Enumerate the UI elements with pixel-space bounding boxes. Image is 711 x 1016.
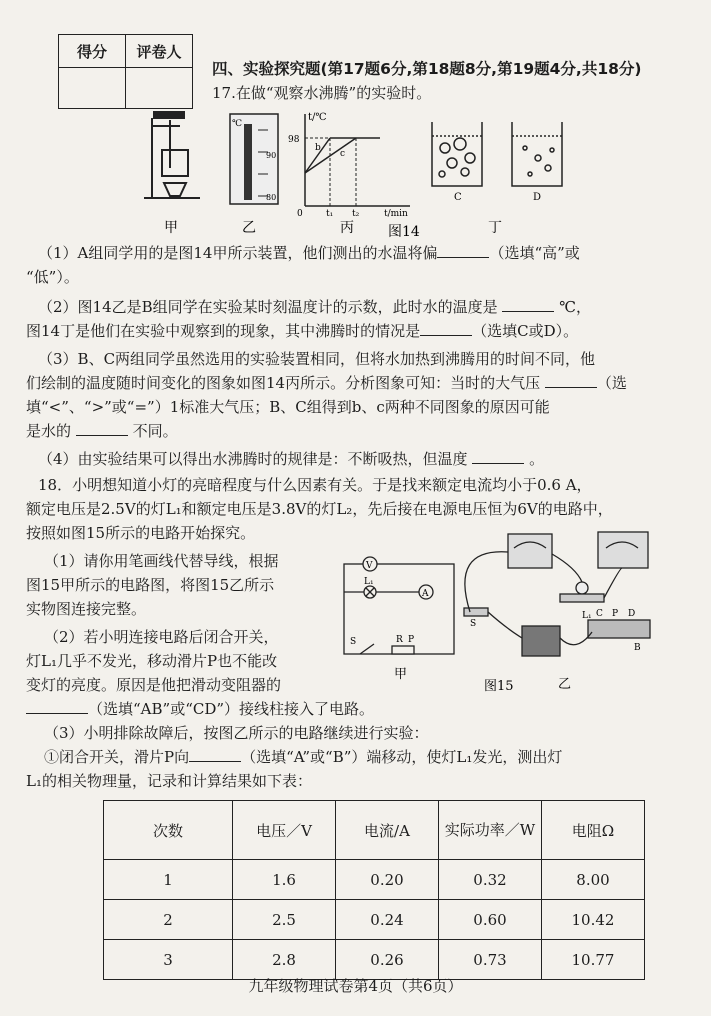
caption-bing: 丙 <box>340 220 354 236</box>
terminal-p: P <box>612 609 619 619</box>
table-row <box>104 860 645 900</box>
q18-sub3: （3）小明排除故障后，按图乙所示的电路继续进行实验： <box>44 724 429 742</box>
caption-fig15: 图15 <box>484 679 514 694</box>
cell: 10.77 <box>542 940 645 980</box>
figure-15 <box>330 528 670 698</box>
table-header-row <box>104 801 645 860</box>
q18-sub2-b: 灯L₁几乎不发光，移动滑片P也不能改 <box>26 652 278 670</box>
answer-blank-6[interactable] <box>472 449 524 464</box>
grader-cell[interactable] <box>126 68 193 109</box>
answer-blank-4[interactable] <box>545 373 597 388</box>
cell: 0.26 <box>336 940 439 980</box>
table-row <box>104 940 645 980</box>
score-cell[interactable] <box>59 68 126 109</box>
cell: 0.73 <box>439 940 542 980</box>
slider-p-label: P <box>408 635 415 645</box>
lamp-l1-physical: L₁ <box>582 611 592 621</box>
answer-blank-3[interactable] <box>420 321 472 336</box>
score-box <box>58 34 193 109</box>
q18-sub1-a: （1）请你用笔画线代替导线，根据 <box>44 552 279 570</box>
terminal-c: C <box>596 609 603 619</box>
q17-part2-cont: 图14丁是他们在实验中观察到的现象，其中沸腾时的情况是 （选填C或D）。 <box>26 322 579 340</box>
q17-part3: （3）B、C两组同学虽然选用的实验装置相同，但将水加热到沸腾用的时间不同，他 <box>38 350 596 368</box>
q17-intro: 17.在做“观察水沸腾”的实验时。 <box>212 84 432 102</box>
thermo-unit: ℃ <box>232 119 243 129</box>
header-voltage: 电压／V <box>233 801 336 860</box>
apparatus-jia <box>144 112 200 198</box>
figure-14 <box>140 108 580 238</box>
cell: 0.60 <box>439 900 542 940</box>
section-title: 四、实验探究题(第17题6分,第18题8分,第19题4分,共18分) <box>212 60 642 78</box>
graph-bing <box>305 114 410 206</box>
caption-fig14: 图14 <box>388 224 420 238</box>
graph-t2: t₂ <box>352 209 360 219</box>
q17-part2: （2）图14乙是B组同学在实验某时刻温度计的示数，此时水的温度是 ℃， <box>38 298 592 316</box>
q18-sub1-c: 实物图连接完整。 <box>26 600 147 618</box>
q18-sub3-step1: ①闭合开关，滑片P向 （选填“A”或“B”）端移动，使灯L₁发光，测出灯 <box>44 748 563 766</box>
caption-ding: 丁 <box>488 220 502 236</box>
rheostat-r-label: R <box>396 635 403 645</box>
cell: 2.8 <box>233 940 336 980</box>
graph-line-b: b <box>315 143 321 153</box>
beakers-ding <box>432 122 562 186</box>
q18-sub3-step1-cont: L₁的相关物理量，记录和计算结果如下表： <box>26 772 312 790</box>
answer-blank-2[interactable] <box>502 297 554 312</box>
q17-part1-cont: “低”）。 <box>26 268 79 286</box>
switch-s-physical: S <box>470 619 477 629</box>
answer-blank-1[interactable] <box>437 243 489 258</box>
header-trial: 次数 <box>104 801 233 860</box>
q18-line1: 18．小明想知道小灯的亮暗程度与什么因素有关。于是找来额定电流均小于0.6 A， <box>38 476 592 494</box>
beaker-d-label: D <box>533 192 542 203</box>
graph-tick-98: 98 <box>288 135 300 145</box>
cell: 0.20 <box>336 860 439 900</box>
q18-sub1-b: 图15甲所示的电路图，将图15乙所示 <box>26 576 275 594</box>
cell: 8.00 <box>542 860 645 900</box>
q18-sub2-a: （2）若小明连接电路后闭合开关， <box>44 628 279 646</box>
cell: 10.42 <box>542 900 645 940</box>
cell: 0.24 <box>336 900 439 940</box>
terminal-b: B <box>634 643 641 653</box>
page-footer: 九年级物理试卷第4页（共6页） <box>248 977 463 995</box>
q18-line2: 额定电压是2.5V的灯L₁和额定电压是3.8V的灯L₂，先后接在电源电压恒为6V的电路中， <box>26 500 613 518</box>
caption-yi: 乙 <box>242 220 256 236</box>
terminal-d: D <box>628 609 636 619</box>
cell: 1 <box>104 860 233 900</box>
meter-a-label: A <box>422 589 429 599</box>
thermo-tick-80: 80 <box>266 193 277 202</box>
answer-blank-8[interactable] <box>189 747 241 762</box>
cell: 1.6 <box>233 860 336 900</box>
caption-yi-15: 乙 <box>558 677 572 692</box>
table-row <box>104 900 645 940</box>
q17-part3-line4: 是水的 不同。 <box>26 422 178 440</box>
beaker-c-label: C <box>454 192 462 203</box>
cell: 3 <box>104 940 233 980</box>
q17-part3-line3: 填“<”、“>”或“=”）1标准大气压；B、C组得到b、c两种不同图象的原因可能 <box>26 398 550 416</box>
header-current: 电流/A <box>336 801 439 860</box>
meter-v-label: V <box>366 561 373 571</box>
grader-label: 评卷人 <box>126 35 193 68</box>
caption-jia-15: 甲 <box>394 667 408 682</box>
q17-part3-line2: 们绘制的温度随时间变化的图象如图14丙所示。分析图象可知：当时的大气压 （选 <box>26 374 627 392</box>
cell: 2.5 <box>233 900 336 940</box>
graph-x-axis-label: t/min <box>384 209 408 219</box>
graph-y-axis-label: t/℃ <box>308 112 327 123</box>
graph-line-c: c <box>340 149 346 159</box>
cell: 0.32 <box>439 860 542 900</box>
graph-t1: t₁ <box>326 209 334 219</box>
lamp-l1-label: L₁ <box>364 577 374 587</box>
switch-s-label: S <box>350 637 357 647</box>
answer-blank-5[interactable] <box>76 421 128 436</box>
physical-circuit-yi <box>464 532 650 656</box>
q17-part1: （1）A组同学用的是图14甲所示装置，他们测出的水温将偏 （选填“高”或 <box>38 244 580 262</box>
cell: 2 <box>104 900 233 940</box>
header-resistance: 电阻Ω <box>542 801 645 860</box>
measurement-table <box>103 800 645 980</box>
q18-sub2-c: 变灯的亮度。原因是他把滑动变阻器的 <box>26 676 282 694</box>
thermo-tick-90: 90 <box>266 151 277 160</box>
q18-line3: 按照如图15所示的电路开始探究。 <box>26 524 256 542</box>
q17-part4: （4）由实验结果可以得出水沸腾时的规律是：不断吸热，但温度 。 <box>38 450 545 468</box>
score-label: 得分 <box>59 35 126 68</box>
answer-blank-7[interactable] <box>26 699 88 714</box>
caption-jia: 甲 <box>164 220 178 236</box>
header-power: 实际功率／W <box>439 801 542 860</box>
graph-origin: 0 <box>297 209 303 219</box>
q18-sub2-d: （选填“AB”或“CD”）接线柱接入了电路。 <box>26 698 374 720</box>
